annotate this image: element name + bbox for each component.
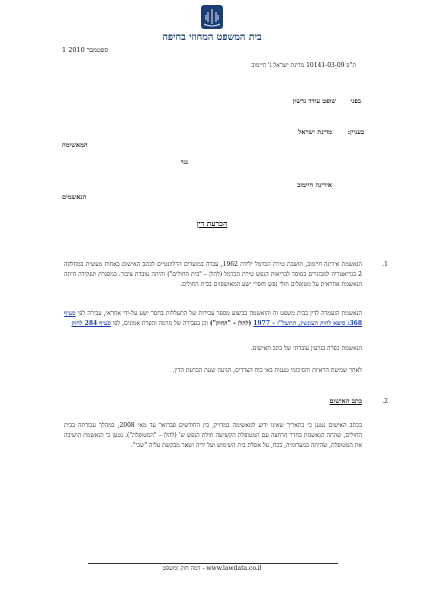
footer-text: www.lawdata.co.il - דטה חוק ומשפט: [162, 565, 262, 572]
document-date: 1 ספטמבר 2010: [62, 46, 109, 54]
footer-divider: [88, 563, 338, 564]
paragraph-1b: [64, 309, 362, 329]
statute-link-284[interactable]: סעיף 284 לחוק: [71, 319, 111, 327]
paragraph-number: 2.: [382, 398, 388, 405]
case-number: ת"פ 10141-03-09 מדינת ישראל נ' חיימוב: [251, 62, 356, 69]
paragraph-1a: הנאשמת אירינה חיימוב, תושבת טירת הכרמל ילידת 1962, עבדה במועדים הרלוונטיים לכתב האישום כאחות מעשית במחלקה 2 בגריאטריה למבוגרים במוסד לבריאות הנפש טירת הכרמל (להלן – "בית החולים") והיתה עובדת ציבור. במסגרת תפקידה היתה הנאשמת אחראית על מטופלים חולי נפש וחסרי ישע המאושפזים בבית החולים.: [64, 261, 363, 288]
paragraph-1b-start: הנאשמת הועמדה לדין בבית משפט זה והואשמה בביצוע מספר עבירות של התעללות בחסר ישע על-ידי אחראי, עבירה לפי: [77, 310, 362, 317]
court-name: בית המשפט המחוזי בחיפה: [162, 32, 262, 43]
matter-label: בעניין:: [347, 128, 364, 136]
defendant-role: הנאשמים: [62, 193, 87, 201]
judge-name: שופט עודד גרשון: [292, 97, 336, 105]
versus-label: נגד: [180, 158, 188, 166]
document-title: הכרעת דין: [196, 219, 228, 228]
prosecution-role: המאשימה: [62, 141, 88, 149]
statute-link-368c[interactable]: סעיף 368ג סיפא לחוק העונשין, התשל"ז – 1977: [64, 310, 362, 327]
prosecution-name: מדינת ישראל: [298, 128, 332, 136]
paragraph-2a: בכתב האישום נטען כי בתאריך שאינו ידוע למאשימה במדויק, בין החודשים פברואר עד מאי 2008, במהלך עבודתה בבית החולים, שהתה הנאשמת בחדר הרחצה עם המטופלת הקשישה חולת הנפש ש' (להלן – "המטופלת"). נטען כי הנאשמת הושיבה את המטופלת, שהיתה במערומיה, בכח, על אסלת בית השימוש ועל ידיה ושאר מבקשת עליה "שבי".: [64, 422, 362, 449]
section-heading: כתב האישום: [329, 397, 362, 405]
paragraph-number: 1.: [382, 261, 388, 268]
paragraph-1c: הנאשמת כפרה בגרעין עובדתי של כתב האישום.: [250, 345, 362, 352]
paragraph-1b-paren: (להלן – "החוק"): [209, 319, 252, 327]
before-label: בפני: [350, 97, 361, 105]
state-emblem-icon: [198, 4, 226, 30]
paragraph-1b-mid: וכן בעבירה של מרמה והפרת אמונים, לפי: [112, 319, 208, 327]
defendant-name: אירינה חיימוב: [297, 181, 332, 189]
paragraph-1d: לאחר שמיעת הראיות והסיכומי טענות באי כוח הצדדים, הגיעה שעת הכרעת הדין.: [172, 367, 362, 374]
